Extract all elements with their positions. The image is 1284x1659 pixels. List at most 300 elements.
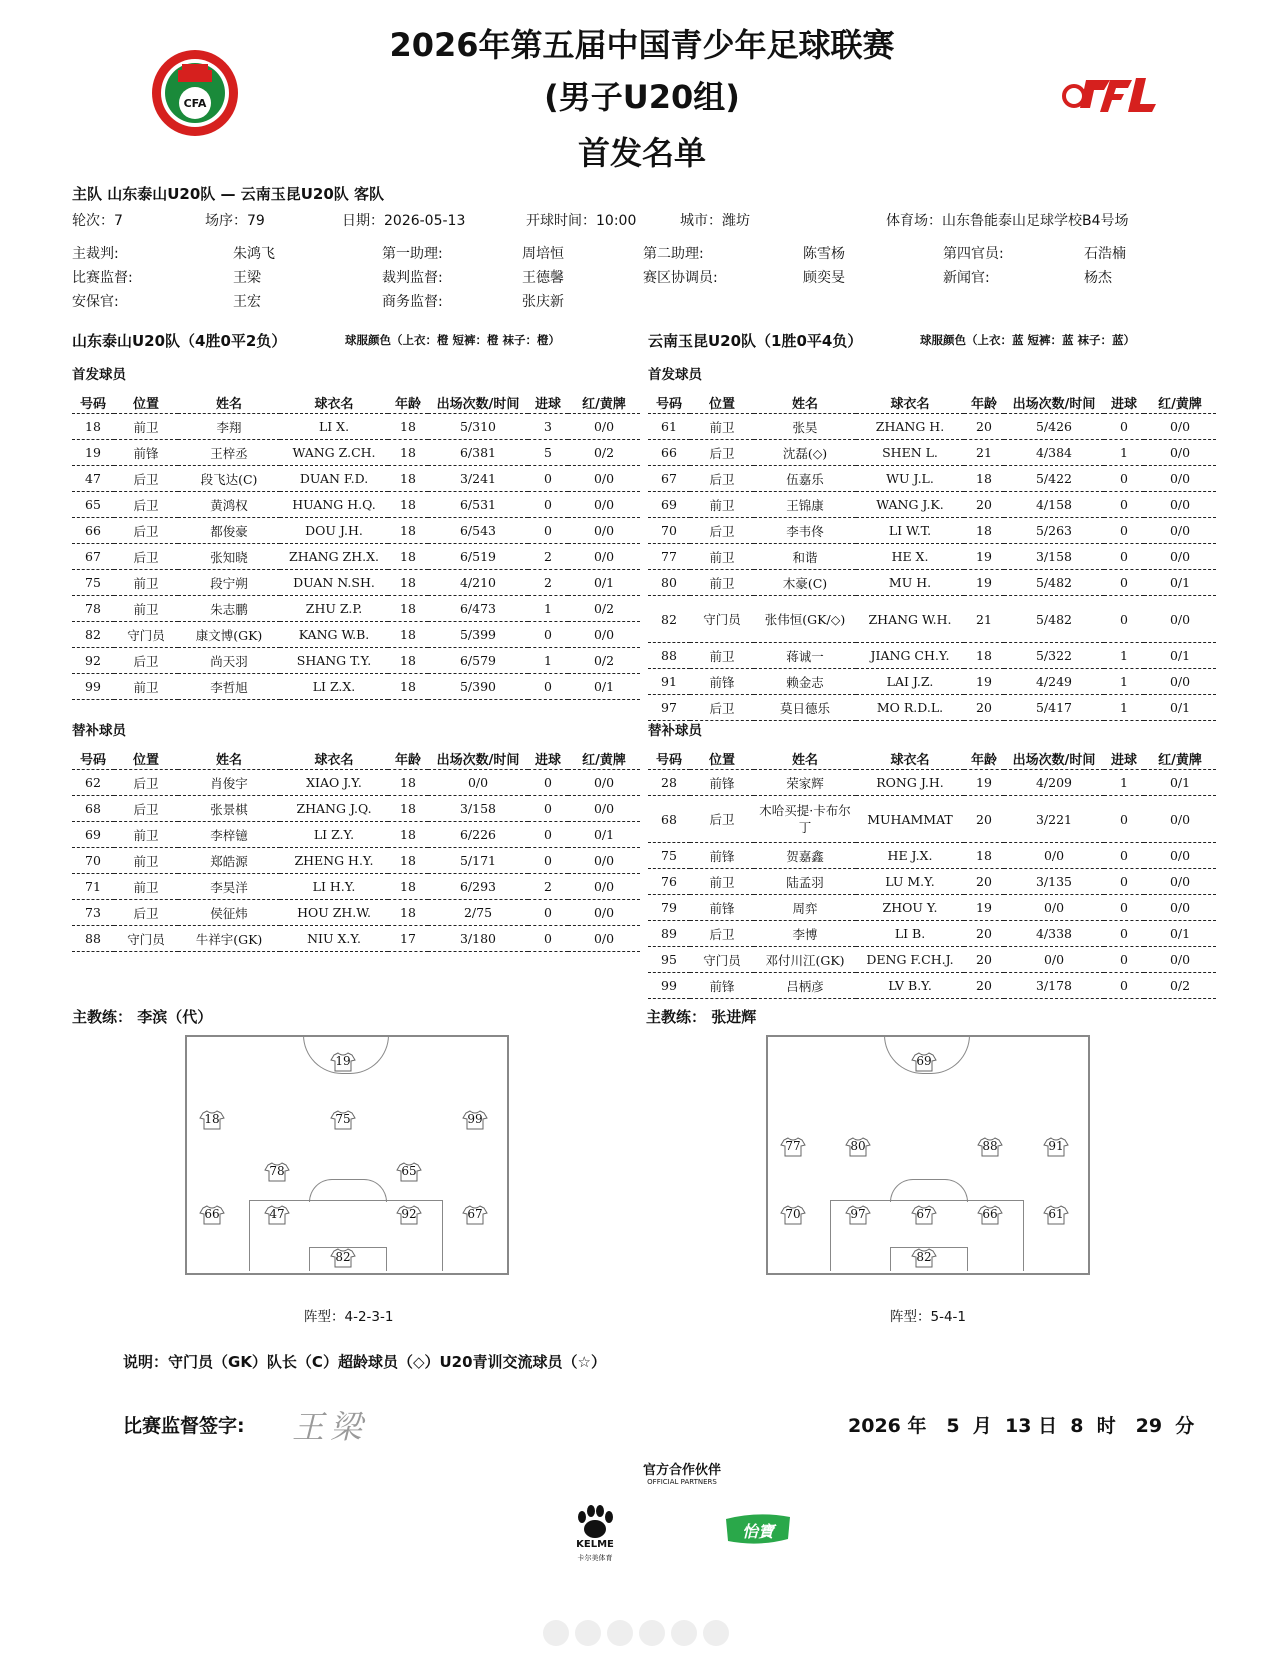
table-cell: 20 [964,695,1004,721]
table-cell: 后卫 [114,900,178,926]
player-jersey [977,1137,1003,1157]
table-cell: 张知晓 [178,544,280,570]
table-cell: 89 [648,921,690,947]
column-header: 球衣名 [856,391,964,414]
official-label: 安保官: [72,294,119,310]
official-value: 王梁 [233,270,261,286]
signature-datetime: 2026 年 5 月 13 日 8 时 29 分 [848,1415,1195,1437]
table-cell: 0/0 [568,796,640,822]
table-cell: LI Z.Y. [280,822,388,848]
table-cell: 邓付川江(GK) [754,947,856,973]
table-cell: 黄鸿权 [178,492,280,518]
table-cell: 91 [648,669,690,695]
table-cell: 77 [648,544,690,570]
table-cell: 伍嘉乐 [754,466,856,492]
table-cell: 1 [528,596,568,622]
table-cell: 18 [388,822,428,848]
table-cell: 3/135 [1004,869,1104,895]
round: 轮次：7 [72,213,123,229]
jersey-number: 61 [1048,1207,1064,1221]
signature-label: 比赛监督签字: [123,1415,245,1437]
table-cell: 3/158 [1004,544,1104,570]
table-cell: 后卫 [690,921,754,947]
table-cell: HUANG H.Q. [280,492,388,518]
table-cell: 都俊豪 [178,518,280,544]
table-cell: 5/263 [1004,518,1104,544]
penalty-arc [890,1179,968,1202]
table-row [648,466,1216,492]
table-cell: 李翔 [178,414,280,440]
column-header: 进球 [528,391,568,414]
table-cell: 19 [72,440,114,466]
table-cell: 20 [964,947,1004,973]
table-cell: 0/1 [1144,770,1216,796]
official-value: 张庆新 [522,294,564,310]
table-cell: 前卫 [690,492,754,518]
player-jersey [1043,1205,1069,1225]
jersey-number: 80 [850,1139,866,1153]
table-cell: 0 [528,848,568,874]
table-cell: 前卫 [690,643,754,669]
official-label: 主裁判: [72,246,119,262]
table-cell: 0/2 [568,648,640,674]
official-value: 王德馨 [522,270,564,286]
table-cell: 0/2 [568,596,640,622]
table-row [648,570,1216,596]
player-jersey [911,1052,937,1072]
stadium: 体育场：山东鲁能泰山足球学校B4号场 [886,213,1129,229]
player-jersey [264,1205,290,1225]
jersey-number: 77 [785,1139,801,1153]
table-row [72,414,640,440]
jersey-number: 67 [916,1207,932,1221]
table-cell: WU J.L. [856,466,964,492]
table-cell: 20 [964,869,1004,895]
column-header: 出场次数/时间 [1004,747,1104,770]
table-cell: 前卫 [114,674,178,700]
table-cell: LV B.Y. [856,973,964,999]
table-cell: 3 [528,414,568,440]
teams-line: 主队 山东泰山U20队 — 云南玉昆U20队 客队 [72,185,384,203]
table-cell: 周弈 [754,895,856,921]
column-header: 姓名 [754,747,856,770]
table-cell: 65 [72,492,114,518]
table-cell: 6/293 [428,874,528,900]
table-cell: 19 [964,669,1004,695]
table-row [648,669,1216,695]
table-cell: 前卫 [114,570,178,596]
column-header: 进球 [1104,747,1144,770]
away-subs-table [648,747,1216,999]
kickoff-time: 开球时间：10:00 [526,213,637,229]
column-header: 球衣名 [280,391,388,414]
table-cell: 0 [528,622,568,648]
away-formation-pitch [766,1035,1090,1275]
away-coach: 主教练： 张进辉 [646,1008,757,1026]
jersey-number: 75 [335,1112,351,1126]
table-cell: 蒋诚一 [754,643,856,669]
table-cell: 18 [388,874,428,900]
table-cell: 0 [1104,947,1144,973]
table-row [72,622,640,648]
table-cell: 0/0 [1144,596,1216,643]
table-cell: 前卫 [114,596,178,622]
table-cell: 4/249 [1004,669,1104,695]
table-cell: 18 [388,796,428,822]
table-cell: 99 [648,973,690,999]
table-cell: 吕柄彦 [754,973,856,999]
jersey-number: 97 [850,1207,866,1221]
table-cell: 0 [528,674,568,700]
column-header: 位置 [114,747,178,770]
table-cell: 后卫 [114,648,178,674]
home-subs-table [72,747,640,952]
table-row [648,440,1216,466]
column-header: 位置 [690,747,754,770]
title-line-1: 2026年第五届中国青少年足球联赛 [389,26,895,64]
official-label: 裁判监督: [382,270,443,286]
table-cell: 0 [528,466,568,492]
player-jersey [199,1110,225,1130]
table-cell: 2 [528,874,568,900]
yibao-logo [722,1513,794,1545]
partners-title: 官方合作伙伴 [642,1463,721,1478]
table-cell: 0/0 [1144,414,1216,440]
table-cell: 0 [528,926,568,952]
official-label: 第四官员: [943,246,1004,262]
table-cell: 0 [1104,466,1144,492]
table-cell: 0/1 [568,570,640,596]
table-cell: 6/543 [428,518,528,544]
table-cell: 5/390 [428,674,528,700]
table-cell: 肖俊宇 [178,770,280,796]
table-cell: 18 [388,770,428,796]
table-cell: 75 [648,843,690,869]
table-cell: ZHANG H. [856,414,964,440]
table-cell: 18 [72,414,114,440]
table-cell: 0/0 [1144,669,1216,695]
jersey-number: 19 [335,1054,351,1068]
table-cell: 牛祥宇(GK) [178,926,280,952]
table-cell: 4/384 [1004,440,1104,466]
player-jersey [396,1205,422,1225]
table-cell: 66 [648,440,690,466]
jersey-number: 66 [982,1207,998,1221]
table-row [648,947,1216,973]
column-header: 球衣名 [280,747,388,770]
column-header: 号码 [72,747,114,770]
table-cell: LI B. [856,921,964,947]
page-dot[interactable] [543,1620,569,1646]
table-cell: 0/1 [568,674,640,700]
table-cell: 18 [388,440,428,466]
player-jersey [845,1205,871,1225]
kelme-logo [570,1505,620,1563]
table-row [648,843,1216,869]
page-dot[interactable] [607,1620,633,1646]
column-header: 出场次数/时间 [1004,391,1104,414]
table-cell: LI Z.X. [280,674,388,700]
table-cell: 5/422 [1004,466,1104,492]
column-header: 位置 [690,391,754,414]
table-cell: 0/0 [1144,796,1216,843]
table-cell: 18 [388,492,428,518]
table-cell: 0/0 [1144,843,1216,869]
table-cell: 18 [388,648,428,674]
table-cell: 莫日德乐 [754,695,856,721]
page-dot[interactable] [639,1620,665,1646]
table-cell: 0 [528,822,568,848]
kelme-cn: 卡尔美体育 [577,1554,613,1562]
player-jersey [330,1110,356,1130]
table-cell: 0/0 [1004,843,1104,869]
table-cell: 0 [1104,973,1144,999]
table-cell: 李昊洋 [178,874,280,900]
table-cell: 前卫 [114,848,178,874]
column-header: 号码 [648,391,690,414]
table-cell: MUHAMMAT [856,796,964,843]
table-cell: DOU J.H. [280,518,388,544]
jersey-number: 91 [1048,1139,1064,1153]
table-cell: 前锋 [114,440,178,466]
table-cell: 0/1 [1144,570,1216,596]
table-cell: 木豪(C) [754,570,856,596]
table-cell: 前卫 [114,414,178,440]
table-cell: 18 [964,843,1004,869]
table-cell: 0/0 [568,544,640,570]
official-value: 顾奕旻 [803,270,845,286]
table-cell: 82 [72,622,114,648]
jersey-number: 82 [335,1250,351,1264]
home-formation-label: 阵型：4-2-3-1 [304,1309,394,1325]
table-cell: KANG W.B. [280,622,388,648]
table-row [72,796,640,822]
table-cell: 0/0 [1144,492,1216,518]
column-header: 姓名 [178,747,280,770]
page-dot[interactable] [671,1620,697,1646]
table-cell: 1 [1104,440,1144,466]
table-cell: 4/209 [1004,770,1104,796]
column-header: 号码 [72,391,114,414]
table-cell: 5/399 [428,622,528,648]
table-cell: 0 [1104,895,1144,921]
table-cell: 47 [72,466,114,492]
table-cell: 2 [528,544,568,570]
table-cell: 0 [528,518,568,544]
table-cell: 97 [648,695,690,721]
table-cell: 18 [964,518,1004,544]
table-cell: 0 [528,796,568,822]
table-row [72,874,640,900]
table-cell: 95 [648,947,690,973]
table-cell: 0/0 [428,770,528,796]
player-jersey [845,1137,871,1157]
table-cell: 前锋 [690,843,754,869]
jersey-number: 78 [269,1164,285,1178]
jersey-number: 70 [785,1207,801,1221]
table-cell: 18 [388,848,428,874]
page-dot[interactable] [703,1620,729,1646]
player-jersey [1043,1137,1069,1157]
table-cell: 5/482 [1004,570,1104,596]
table-cell: 5/426 [1004,414,1104,440]
table-cell: 张昊 [754,414,856,440]
table-cell: 0 [1104,843,1144,869]
table-cell: 28 [648,770,690,796]
jersey-number: 92 [401,1207,417,1221]
table-cell: 段飞达(C) [178,466,280,492]
table-cell: 71 [72,874,114,900]
table-cell: 守门员 [690,947,754,973]
table-cell: DUAN F.D. [280,466,388,492]
player-jersey [780,1137,806,1157]
table-row [648,796,1216,843]
table-cell: HE J.X. [856,843,964,869]
away-kit: 球服颜色（上衣：蓝 短裤：蓝 袜子：蓝） [920,333,1136,347]
table-cell: 3/221 [1004,796,1104,843]
table-cell: 段宁朔 [178,570,280,596]
table-cell: LI W.T. [856,518,964,544]
table-cell: 0 [528,770,568,796]
table-header-row [72,747,640,770]
table-row [648,695,1216,721]
table-cell: 0/0 [1144,466,1216,492]
player-jersey [780,1205,806,1225]
table-cell: 0/0 [1144,544,1216,570]
player-jersey [199,1205,225,1225]
jersey-number: 65 [401,1164,417,1178]
table-cell: 康文博(GK) [178,622,280,648]
partners-subtitle: OFFICIAL PARTNERS [647,1478,717,1486]
table-cell: 尚天羽 [178,648,280,674]
player-jersey [977,1205,1003,1225]
official-label: 第一助理: [382,246,443,262]
table-cell: 18 [388,674,428,700]
table-cell: 0/0 [568,848,640,874]
table-cell: 前锋 [690,669,754,695]
official-value: 石浩楠 [1084,246,1126,262]
table-cell: 20 [964,796,1004,843]
official-label: 第二助理: [643,246,704,262]
player-jersey [911,1248,937,1268]
table-cell: 朱志鹏 [178,596,280,622]
table-row [72,674,640,700]
cfa-logo [150,48,240,138]
column-header: 年龄 [964,391,1004,414]
table-cell: 1 [1104,695,1144,721]
table-cell: 前卫 [690,570,754,596]
table-cell: 21 [964,596,1004,643]
table-cell: 78 [72,596,114,622]
column-header: 进球 [1104,391,1144,414]
table-cell: 0 [1104,544,1144,570]
home-coach: 主教练： 李滨（代） [72,1008,213,1026]
table-cell: 0 [528,900,568,926]
table-cell: 前锋 [690,973,754,999]
table-header-row [72,391,640,414]
table-cell: 0/0 [1144,947,1216,973]
column-header: 红/黄牌 [1144,747,1216,770]
column-header: 球衣名 [856,747,964,770]
table-cell: LI H.Y. [280,874,388,900]
player-jersey [330,1052,356,1072]
table-cell: 后卫 [690,466,754,492]
table-cell: 郑皓源 [178,848,280,874]
yibao-name: 怡寶 [741,1522,774,1541]
table-row [648,596,1216,643]
table-row [72,518,640,544]
table-cell: 4/338 [1004,921,1104,947]
table-cell: 前卫 [690,414,754,440]
table-cell: SHANG T.Y. [280,648,388,674]
jersey-number: 47 [269,1207,285,1221]
table-cell: 19 [964,570,1004,596]
table-row [72,648,640,674]
table-cell: 18 [388,518,428,544]
table-cell: 后卫 [114,518,178,544]
table-cell: ZHANG J.Q. [280,796,388,822]
table-cell: 67 [648,466,690,492]
table-cell: 守门员 [690,596,754,643]
table-row [72,848,640,874]
home-starters-table [72,391,640,700]
cfa-abbr: CFA [183,97,207,110]
table-cell: HE X. [856,544,964,570]
table-cell: 陆孟羽 [754,869,856,895]
column-header: 出场次数/时间 [428,391,528,414]
cfl-logo [1060,70,1160,118]
table-cell: 69 [648,492,690,518]
table-cell: 19 [964,770,1004,796]
official-value: 朱鸿飞 [233,246,275,262]
kelme-name: KELME [576,1539,614,1550]
table-cell: 3/241 [428,466,528,492]
page-dot[interactable] [575,1620,601,1646]
column-header: 红/黄牌 [568,747,640,770]
table-cell: 0 [1104,596,1144,643]
table-row [72,440,640,466]
table-cell: 0/0 [568,518,640,544]
table-cell: LI X. [280,414,388,440]
table-cell: 后卫 [114,466,178,492]
table-cell: 92 [72,648,114,674]
away-team-name: 云南玉昆U20队（1胜0平4负） [648,332,863,350]
official-value: 陈雪杨 [803,246,845,262]
table-header-row [648,391,1216,414]
table-row [648,973,1216,999]
supervisor-signature: 王梁 [292,1408,369,1446]
table-cell: 沈磊(◇) [754,440,856,466]
table-cell: 贺嘉鑫 [754,843,856,869]
official-value: 杨杰 [1084,270,1112,286]
table-row [648,544,1216,570]
table-cell: DUAN N.SH. [280,570,388,596]
player-jersey [330,1248,356,1268]
home-kit: 球服颜色（上衣：橙 短裤：橙 袜子：橙） [345,333,561,347]
table-cell: 侯征炜 [178,900,280,926]
table-cell: 赖金志 [754,669,856,695]
table-cell: 和谐 [754,544,856,570]
table-cell: 6/381 [428,440,528,466]
table-cell: 3/178 [1004,973,1104,999]
table-cell: 前锋 [690,895,754,921]
table-cell: 0/0 [1144,895,1216,921]
column-header: 年龄 [964,747,1004,770]
table-cell: LU M.Y. [856,869,964,895]
table-cell: LAI J.Z. [856,669,964,695]
table-cell: 后卫 [690,796,754,843]
table-cell: 守门员 [114,622,178,648]
